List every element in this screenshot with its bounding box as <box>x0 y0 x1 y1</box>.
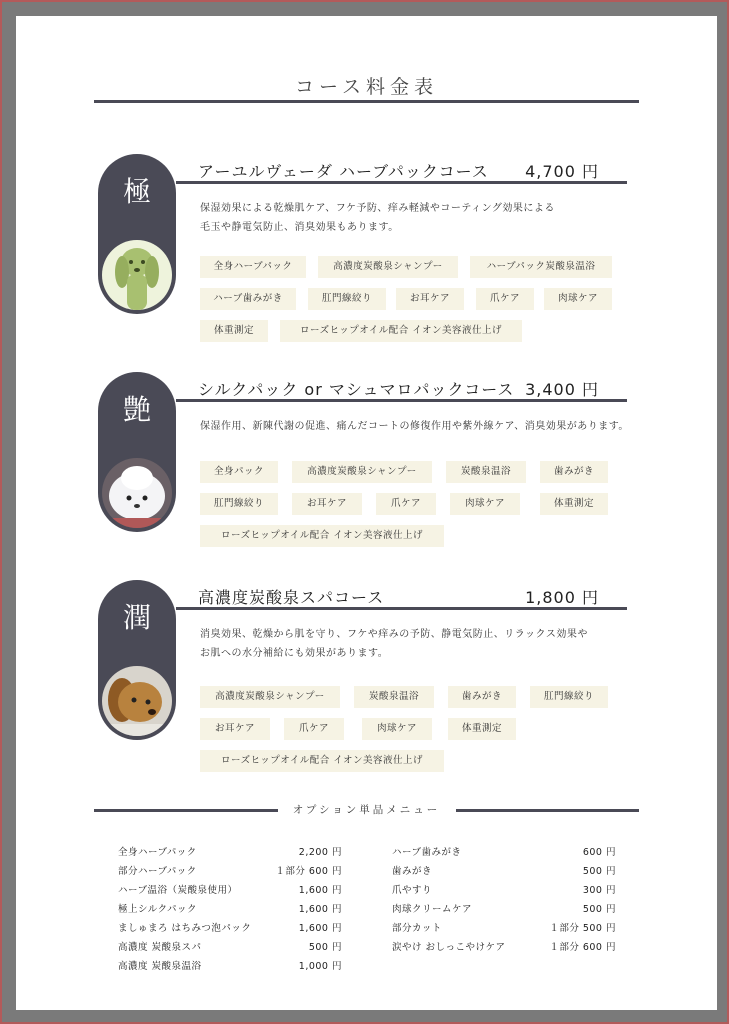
option-price: １部分 600 円 <box>549 942 616 953</box>
options-title: オプション単品メニュー <box>292 804 441 816</box>
option-name: 歯みがき <box>392 866 433 877</box>
option-name: ハーブ歯みがき <box>392 847 462 858</box>
option-price: 600 円 <box>582 847 616 858</box>
option-row <box>118 920 342 939</box>
course-tag: ハーブパック炭酸泉温浴 <box>470 256 612 278</box>
option-row <box>392 863 616 882</box>
course-1-kanji: 極 <box>122 175 151 208</box>
course-tag: お耳ケア <box>396 288 464 310</box>
course-2-badge <box>98 372 176 532</box>
option-price: 500 円 <box>582 904 616 915</box>
course-tag: 高濃度炭酸泉シャンプー <box>292 461 432 483</box>
option-name: 部分ハーブパック <box>118 866 197 877</box>
course-tag: 歯みがき <box>448 686 516 708</box>
course-tag: 爪ケア <box>476 288 534 310</box>
option-name: 全身ハーブパック <box>118 847 197 858</box>
course-3-price: 1,800 円 <box>525 588 599 607</box>
option-price: 500 円 <box>582 866 616 877</box>
option-row <box>392 920 616 939</box>
course-3-description <box>200 625 630 663</box>
course-tag: 炭酸泉温浴 <box>446 461 526 483</box>
course-2-price: 3,400 円 <box>525 380 599 399</box>
option-price: １部分 500 円 <box>549 923 616 934</box>
option-price: 1,600 円 <box>298 885 342 896</box>
option-name: 極上シルクパック <box>118 904 198 915</box>
course-2-description <box>200 417 630 436</box>
course-2-kanji: 艶 <box>122 393 151 426</box>
option-price: １部分 600 円 <box>275 866 342 877</box>
option-row <box>118 939 342 958</box>
option-name: 高濃度 炭酸泉温浴 <box>118 961 202 972</box>
course-tag: 高濃度炭酸泉シャンプー <box>318 256 458 278</box>
option-name: ましゅまろ はちみつ泡パック <box>118 923 252 934</box>
course-1-dog-photo <box>102 240 172 310</box>
option-row <box>392 844 616 863</box>
course-tag: 歯みがき <box>540 461 608 483</box>
course-tag: 全身ハーブパック <box>200 256 306 278</box>
course-1-name: アーユルヴェーダ ハーブパックコース <box>198 162 489 181</box>
course-2-rule <box>176 399 627 402</box>
option-price: 2,200 円 <box>298 847 342 858</box>
course-tag: 体重測定 <box>200 320 268 342</box>
course-1-desc-line: 保湿効果による乾燥肌ケア、フケ予防、痒み軽減やコーティング効果による <box>200 203 555 214</box>
option-row <box>118 863 342 882</box>
options-list-right <box>392 844 616 958</box>
course-tag: お耳ケア <box>200 718 270 740</box>
option-name: 部分カット <box>392 923 442 934</box>
option-name: 肉球クリームケア <box>392 904 473 915</box>
option-row <box>392 901 616 920</box>
course-2-name: シルクパック or マシュマロパックコース <box>198 380 515 399</box>
menu-page <box>16 16 717 1010</box>
course-1-desc-line: 毛玉や静電気防止、消臭効果もあります。 <box>200 222 399 233</box>
course-tag: 肉球ケア <box>544 288 612 310</box>
option-row <box>118 882 342 901</box>
course-tag: お耳ケア <box>292 493 362 515</box>
option-name: 爪やすり <box>392 885 433 896</box>
option-row <box>118 844 342 863</box>
title-rule <box>94 100 639 103</box>
course-tag: 肛門線絞り <box>530 686 608 708</box>
course-tag: 炭酸泉温浴 <box>354 686 434 708</box>
course-1-badge <box>98 154 176 314</box>
option-row <box>118 901 342 920</box>
course-tag: ローズヒップオイル配合 イオン美容液仕上げ <box>200 525 444 547</box>
course-tag: 肉球ケア <box>450 493 520 515</box>
course-1-description <box>200 199 630 237</box>
course-3-desc-line: お肌への水分補給にも効果があります。 <box>200 648 389 659</box>
course-tag: 肉球ケア <box>362 718 432 740</box>
option-row <box>392 939 616 958</box>
option-price: 1,000 円 <box>298 961 342 972</box>
course-3-name: 高濃度炭酸泉スパコース <box>198 588 385 607</box>
course-3-desc-line: 消臭効果、乾燥から肌を守り、フケや痒みの予防、静電気防止、リラックス効果や <box>200 629 588 640</box>
course-tag: 全身パック <box>200 461 278 483</box>
options-list-left <box>118 844 342 977</box>
course-3-rule <box>176 607 627 610</box>
option-price: 1,600 円 <box>298 923 342 934</box>
course-tag: 爪ケア <box>376 493 436 515</box>
course-tag: 爪ケア <box>284 718 344 740</box>
option-row <box>118 958 342 977</box>
option-name: 高濃度 炭酸泉スパ <box>118 942 202 953</box>
course-1-rule <box>176 181 627 184</box>
page-title: コース料金表 <box>294 76 439 98</box>
option-name: ハーブ温浴（炭酸泉使用） <box>118 885 238 896</box>
course-3-badge <box>98 580 176 740</box>
course-3-kanji: 潤 <box>122 601 151 634</box>
course-tag: 肛門線絞り <box>200 493 278 515</box>
option-name: 涙やけ おしっこやけケア <box>392 942 506 953</box>
option-price: 500 円 <box>308 942 342 953</box>
course-tag: 高濃度炭酸泉シャンプー <box>200 686 340 708</box>
course-tag: 体重測定 <box>540 493 608 515</box>
course-tag: ハーブ歯みがき <box>200 288 296 310</box>
course-1-price: 4,700 円 <box>525 162 599 181</box>
course-3-dog-photo <box>102 666 172 736</box>
course-tag: ローズヒップオイル配合 イオン美容液仕上げ <box>280 320 522 342</box>
course-tag: 肛門線絞り <box>308 288 386 310</box>
course-tag: 体重測定 <box>448 718 516 740</box>
option-price: 300 円 <box>582 885 616 896</box>
option-price: 1,600 円 <box>298 904 342 915</box>
course-tag: ローズヒップオイル配合 イオン美容液仕上げ <box>200 750 444 772</box>
course-2-desc-line: 保湿作用、新陳代謝の促進、痛んだコートの修復作用や紫外線ケア、消臭効果があります。 <box>200 421 629 432</box>
course-2-dog-photo <box>102 458 172 528</box>
option-row <box>392 882 616 901</box>
